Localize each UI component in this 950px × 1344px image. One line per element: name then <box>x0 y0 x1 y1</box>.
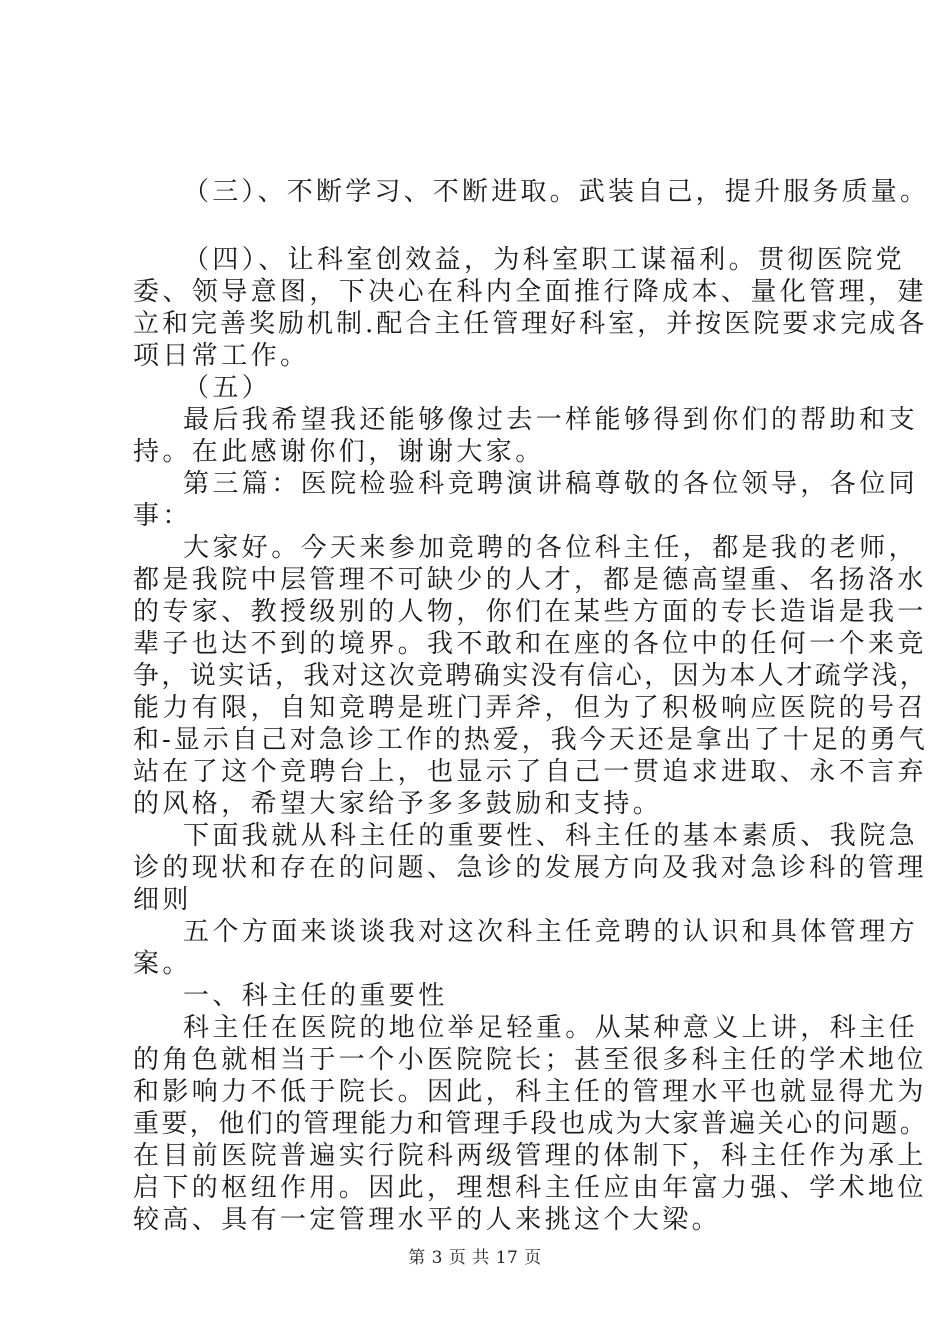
paragraph-line: 启下的枢纽作用。因此，理想科主任应由年富力强、学术地位 <box>133 1173 927 1203</box>
paragraph-line: 大家好。今天来参加竞聘的各位科主任，都是我的老师， <box>183 533 919 563</box>
page-number-footer: 第 3 页 共 17 页 <box>408 1248 542 1268</box>
section-heading-line: 一、科主任的重要性 <box>183 981 448 1011</box>
paragraph-line: 能力有限，自知竞聘是班门弄斧，但为了积极响应医院的号召 <box>133 693 927 723</box>
paragraph-line: 较高、具有一定管理水平的人来挑这个大梁。 <box>133 1205 722 1235</box>
paragraph-line: （四）、让科室创效益，为科室职工谋福利。贯彻医院党 <box>183 245 906 275</box>
paragraph-line: 的角色就相当于一个小医院院长；甚至很多科主任的学术地位 <box>133 1045 927 1075</box>
paragraph-line: （三）、不断学习、不断进取。武装自己，提升服务质量。 <box>183 177 930 207</box>
paragraph-line: 项日常工作。 <box>133 341 310 371</box>
section-heading-line: 第三篇：医院检验科竞聘演讲稿尊敬的各位领导，各位同 <box>183 469 919 499</box>
paragraph-line: 站在了这个竞聘台上，也显示了自己一贯追求进取、永不言弃 <box>133 757 927 787</box>
paragraph-line: 和影响力不低于院长。因此，科主任的管理水平也就显得尤为 <box>133 1077 927 1107</box>
paragraph-line: 细则 <box>133 885 192 915</box>
paragraph-line: 科主任在医院的地位举足轻重。从某种意义上讲，科主任 <box>183 1013 919 1043</box>
paragraph-line: 五个方面来谈谈我对这次科主任竞聘的认识和具体管理方 <box>183 917 919 947</box>
paragraph-line: 最后我希望我还能够像过去一样能够得到你们的帮助和支 <box>183 405 919 435</box>
section-heading-line: 事： <box>133 501 192 531</box>
paragraph-line: 都是我院中层管理不可缺少的人才，都是德高望重、名扬洛水 <box>133 565 927 595</box>
paragraph-line: （五） <box>183 373 272 403</box>
paragraph-line: 在目前医院普遍实行院科两级管理的体制下，科主任作为承上 <box>133 1141 927 1171</box>
paragraph-line: 的专家、教授级别的人物，你们在某些方面的专长造诣是我一 <box>133 597 927 627</box>
paragraph-line: 案。 <box>133 949 192 979</box>
paragraph-line: 的风格，希望大家给予多多鼓励和支持。 <box>133 789 663 819</box>
paragraph-line: 下面我就从科主任的重要性、科主任的基本素质、我院急 <box>183 821 919 851</box>
paragraph-line: 委、领导意图，下决心在科内全面推行降成本、量化管理，建 <box>133 277 927 307</box>
paragraph-line: 持。在此感谢你们，谢谢大家。 <box>133 437 545 467</box>
paragraph-line: 辈子也达不到的境界。我不敢和在座的各位中的任何一个来竞 <box>133 629 927 659</box>
paragraph-line: 和-显示自己对急诊工作的热爱，我今天还是拿出了十足的勇气 <box>133 725 928 755</box>
paragraph-line: 诊的现状和存在的问题、急诊的发展方向及我对急诊科的管理 <box>133 853 927 883</box>
paragraph-line: 立和完善奖励机制.配合主任管理好科室，并按医院要求完成各 <box>133 309 928 339</box>
paragraph-line: 重要，他们的管理能力和管理手段也成为大家普遍关心的问题。 <box>133 1109 929 1139</box>
paragraph-line: 争，说实话，我对这次竞聘确实没有信心，因为本人才疏学浅， <box>133 661 929 691</box>
